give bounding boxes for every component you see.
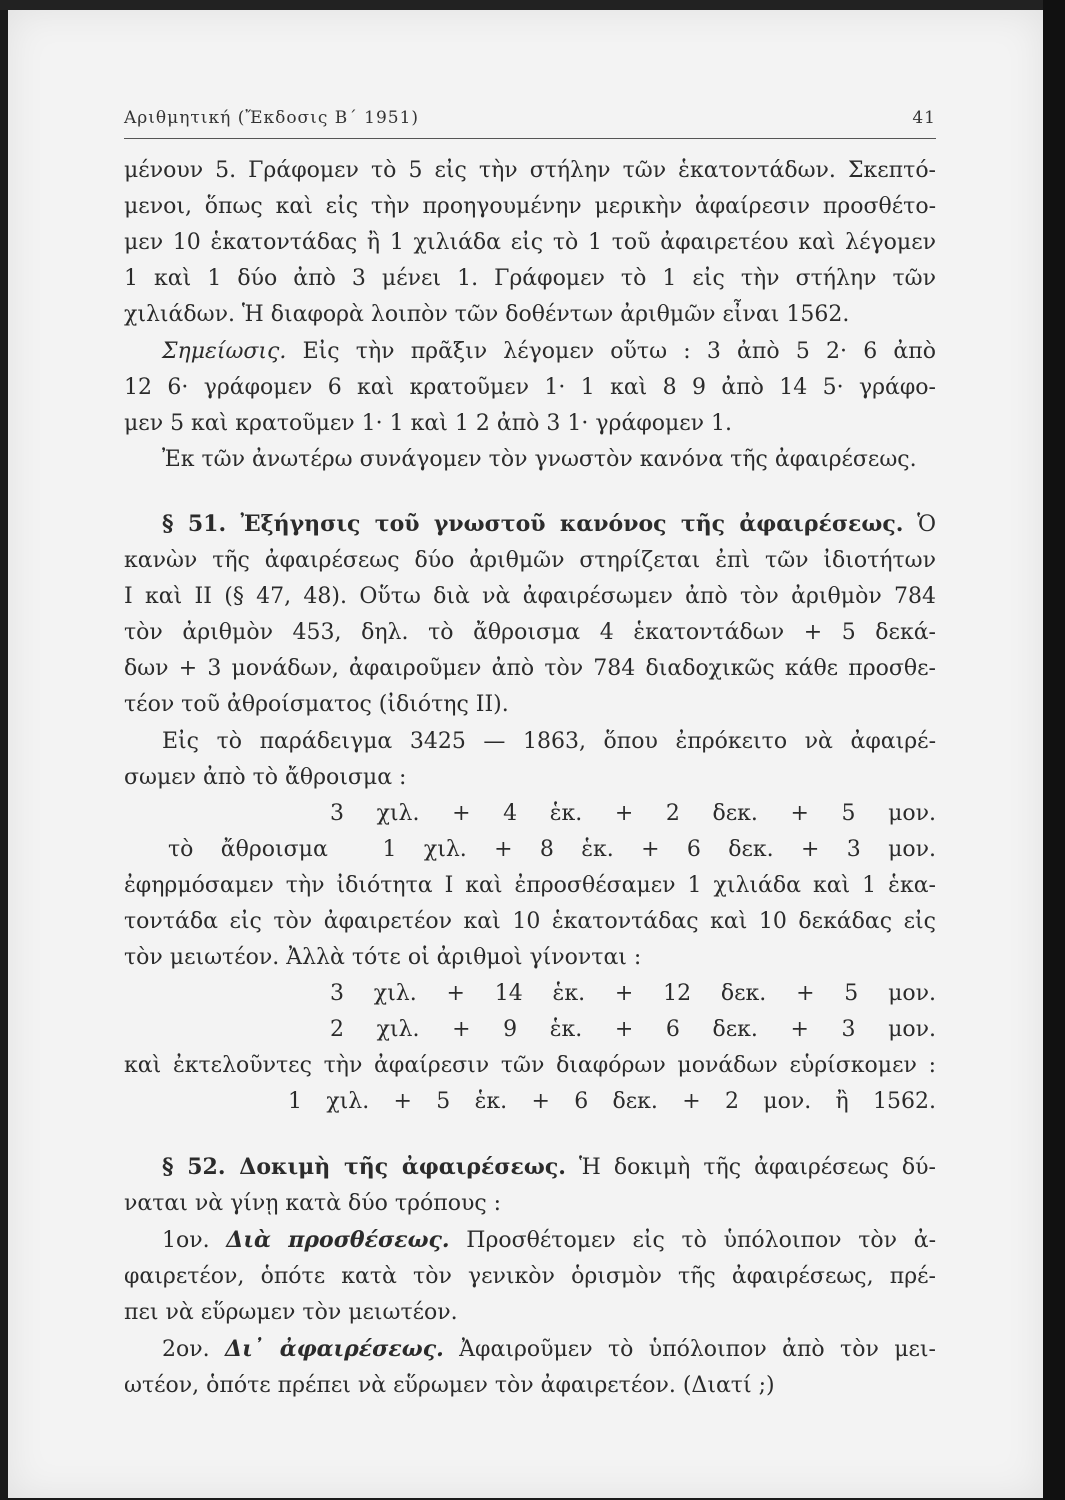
- text-line: 1 καὶ 1 δύο ἀπὸ 3 μένει 1. Γράφομεν τὸ 1 εἰς τὴν στήλην τῶν: [124, 266, 936, 292]
- section-heading: § 51. Ἐξήγησις τοῦ γνωστοῦ κανόνος τῆς ἀφαιρέσεως.: [162, 510, 904, 537]
- section-52: [124, 1149, 936, 1405]
- running-title: Αριθμητική (Ἔκδοσις Β΄ 1951): [124, 108, 420, 128]
- method-number: 1ον.: [162, 1227, 227, 1253]
- method-text: Ἀφαιροῦμεν τὸ ὑπόλοιπον ἀπὸ τὸν μει-: [443, 1337, 936, 1362]
- text-line: 12 6· γράφομεν 6 καὶ κρατοῦμεν 1· 1 καὶ 8 9 ἀπὸ 14 5· γράφο-: [124, 374, 936, 400]
- text-line: τὸν ἀριθμὸν 453, δηλ. τὸ ἄθροισμα 4 ἑκατοντάδων + 5 δεκά-: [124, 620, 936, 646]
- text-line: μένουν 5. Γράφομεν τὸ 5 εἰς τὴν στήλην τῶν ἑκατοντάδων. Σκεπτό-: [124, 158, 936, 184]
- text-line: φαιρετέον, ὁπότε κατὰ τὸν γενικὸν ὁρισμὸν τῆς ἀφαιρέσεως, πρέ-: [124, 1263, 936, 1289]
- text-line: [124, 1222, 936, 1259]
- text-line: χιλιάδων. Ἡ διαφορὰ λοιπὸν τῶν δοθέντων ἀριθμῶν εἶναι 1562.: [124, 302, 850, 328]
- equation-line: 1 χιλ. + 5 ἑκ. + 6 δεκ. + 2 μον. ἢ 1562.: [288, 1089, 936, 1115]
- note-label: Σημείωσις.: [162, 338, 287, 364]
- page-number: 41: [912, 108, 936, 128]
- text-line: ωτέον, ὁπότε πρέπει νὰ εὕρωμεν τὸν ἀφαιρετέον. (Διατί ;): [124, 1373, 775, 1399]
- text-line: τοντάδα εἰς τὸν ἀφαιρετέον καὶ 10 ἑκατοντάδας καὶ 10 δεκάδας εἰς: [124, 908, 936, 934]
- section-51: [124, 506, 936, 1121]
- page-content: [124, 100, 936, 1404]
- method-label: Δι᾿ ἀφαιρέσεως.: [225, 1336, 444, 1362]
- text-line: [124, 506, 936, 543]
- text-line: τέον τοῦ ἀθροίσματος (ἰδιότης ΙΙ).: [124, 692, 509, 718]
- paragraph-note: [124, 334, 936, 478]
- equation-line: [124, 832, 936, 868]
- equation-line: 3 χιλ. + 14 ἑκ. + 12 δεκ. + 5 μον.: [330, 981, 936, 1007]
- text-line: [124, 334, 936, 370]
- text-line: [124, 1149, 936, 1186]
- section-gap: [124, 478, 936, 506]
- text-line: καὶ ἐκτελοῦντες τὴν ἀφαίρεσιν τῶν διαφόρων μονάδων εὑρίσκομεν :: [124, 1053, 936, 1079]
- text-line: μεν 5 καὶ κρατοῦμεν 1· 1 καὶ 1 2 ἀπὸ 3 1· γράφομεν 1.: [124, 410, 733, 436]
- text-line: δων + 3 μονάδων, ἀφαιροῦμεν ἀπὸ τὸν 784 διαδοχικῶς κάθε προσθε-: [124, 656, 936, 682]
- text-line: Ἐκ τῶν ἀνωτέρω συνάγομεν τὸν γνωστὸν κανόνα τῆς ἀφαιρέσεως.: [162, 446, 917, 472]
- text-line: σωμεν ἀπὸ τὸ ἄθροισμα :: [124, 764, 407, 790]
- equation-line: 3 χιλ. + 4 ἑκ. + 2 δεκ. + 5 μον.: [330, 800, 936, 826]
- text-line: [124, 1331, 936, 1368]
- scan-border-top: [0, 0, 1065, 10]
- section-text: Ἡ δοκιμὴ τῆς ἀφαιρέσεως δύ-: [565, 1154, 936, 1180]
- section-gap: [124, 1121, 936, 1149]
- section-heading: § 52. Δοκιμὴ τῆς ἀφαιρέσεως.: [162, 1153, 566, 1180]
- text-line: μενοι, ὅπως καὶ εἰς τὴν προηγουμένην μερικὴν ἀφαίρεσιν προσθέτο-: [124, 194, 936, 220]
- text-line: Ι καὶ ΙΙ (§ 47, 48). Οὕτω διὰ νὰ ἀφαιρέσωμεν ἀπὸ τὸν ἀριθμὸν 784: [124, 584, 936, 610]
- text-line: κανὼν τῆς ἀφαιρέσεως δύο ἀριθμῶν στηρίζεται ἐπὶ τῶν ἰδιοτήτων: [124, 548, 936, 574]
- text-line: μεν 10 ἑκατοντάδας ἢ 1 χιλιάδα εἰς τὸ 1 τοῦ ἀφαιρετέου καὶ λέγομεν: [124, 230, 936, 256]
- equation-label: τὸ ἄθροισμα: [168, 836, 328, 862]
- equation-line: 2 χιλ. + 9 ἑκ. + 6 δεκ. + 3 μον.: [330, 1017, 936, 1043]
- paragraph-intro: [124, 153, 936, 333]
- text-line: ἐφηρμόσαμεν τὴν ἰδιότητα Ι καὶ ἐπροσθέσαμεν 1 χιλιάδα καὶ 1 ἑκα-: [124, 872, 936, 898]
- note-text: Εἰς τὴν πρᾶξιν λέγομεν οὕτω : 3 ἀπὸ 5 2· 6 ἀπὸ: [286, 338, 936, 364]
- section-text: Ὁ: [903, 511, 936, 537]
- equation-text: 1 χιλ. + 8 ἑκ. + 6 δεκ. + 3 μον.: [382, 836, 936, 862]
- text-line: Εἰς τὸ παράδειγμα 3425 — 1863, ὅπου ἐπρόκειτο νὰ ἀφαιρέ-: [162, 728, 936, 754]
- text-line: πει νὰ εὕρωμεν τὸν μειωτέον.: [124, 1299, 458, 1325]
- text-line: τὸν μειωτέον. Ἀλλὰ τότε οἱ ἀριθμοὶ γίνονται :: [124, 945, 642, 971]
- running-header: [124, 100, 936, 139]
- method-number: 2ον.: [162, 1337, 225, 1362]
- method-text: Προσθέτομεν εἰς τὸ ὑπόλοιπον τὸν ἀ-: [449, 1227, 937, 1253]
- method-label: Διὰ προσθέσεως.: [226, 1226, 450, 1253]
- text-line: ναται νὰ γίνῃ κατὰ δύο τρόπους :: [124, 1190, 502, 1216]
- scan-border-right: [1043, 0, 1065, 1500]
